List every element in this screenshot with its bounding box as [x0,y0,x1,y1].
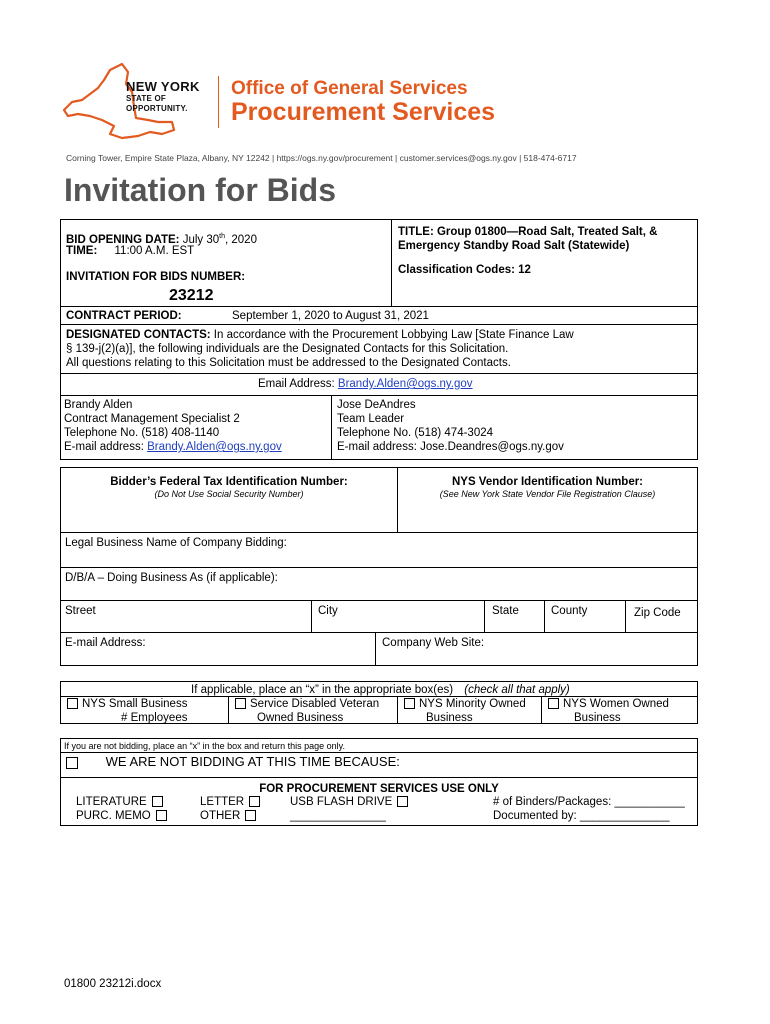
proc-literature-col: LITERATURE PURC. MEMO [76,795,171,823]
county-label: County [551,605,588,617]
agency-name: Office of General Services [231,78,468,99]
contact-email: E-mail address: Brandy.Alden@ogs.ny.gov [64,441,282,453]
street-label: Street [65,605,96,617]
division-name: Procurement Services [231,98,496,126]
contact-card-alden [64,398,282,454]
designated-contacts-text-3: All questions relating to this Solicitation must be addressed to the Designated Contacts. [66,357,511,369]
tax-id-field[interactable] [60,467,398,533]
contact-email-link[interactable]: Brandy.Alden@ogs.ny.gov [147,441,282,453]
not-bidding-checkbox[interactable] [66,757,78,769]
designated-contacts-text: DESIGNATED CONTACTS: In accordance with the Procurement Lobbying Law [State Finance Law [66,329,574,341]
bid-opening-time: TIME: 11:00 A.M. EST [66,245,195,257]
state-label: State [492,605,519,617]
procurement-use-heading: FOR PROCUREMENT SERVICES USE ONLY [259,783,499,795]
checkbox[interactable] [404,698,415,709]
page-title: Invitation for Bids [64,172,336,208]
binders-count: # of Binders/Packages: ___________ [493,796,685,808]
proc-usb-col: USB FLASH DRIVE _______________ [290,795,412,823]
agency-contact-line: Corning Tower, Empire State Plaza, Albany, NY 12242 | https://ogs.ny.gov/procurement | customer.services@ogs.ny.gov | 518-474-6717 [66,153,577,163]
bid-info-section [60,219,698,307]
county-field[interactable] [544,600,626,633]
solicitation-title-line2: Emergency Standby Road Salt (Statewide) [398,240,630,252]
not-bidding-section [60,738,698,826]
contract-period-row [60,306,698,325]
contract-period-label: CONTRACT PERIOD: [66,310,182,322]
checkbox[interactable] [548,698,559,709]
tax-id-label: Bidder’s Federal Tax Identification Number: [110,476,348,488]
logo-line-1: NEW YORK [126,79,200,94]
legal-name-field[interactable] [60,532,698,568]
business-type-intro: If applicable, place an “x” in the appropriate box(es) (check all that apply) [191,684,570,696]
purc-memo-checkbox[interactable] [156,810,167,821]
other-checkbox[interactable] [245,810,256,821]
nys-logo-text [126,80,200,113]
contact-email-value: Jose.Deandres@ogs.ny.gov [420,441,564,453]
option-minority-owned[interactable]: NYS Minority Owned Business [404,697,526,725]
solicitation-title: TITLE: Group 01800—Road Salt, Treated Salt, & [398,226,658,238]
option-women-owned[interactable]: NYS Women Owned Business [548,697,669,725]
contact-phone: Telephone No. (518) 408-1140 [64,427,220,439]
state-field[interactable] [484,600,545,633]
designated-contacts-text-2: § 139-j(2)(a)], the following individuals are the Designated Contacts for this Solicitation. [66,343,509,355]
business-type-section [60,681,698,724]
street-field[interactable] [60,600,312,633]
vendor-id-label: NYS Vendor Identification Number: [451,476,644,488]
not-bidding-note: If you are not bidding, place an “x” in the box and return this page only. [64,741,346,751]
vendor-id-field[interactable] [397,467,698,533]
contract-period-value: September 1, 2020 to August 31, 2021 [232,310,429,322]
not-bidding-option[interactable] [66,754,400,769]
usb-checkbox[interactable] [397,796,408,807]
checkbox[interactable] [67,698,78,709]
city-label: City [318,605,338,617]
ifb-number-label: INVITATION FOR BIDS NUMBER: [66,271,246,283]
logo-divider [218,76,219,128]
dba-label: D/B/A – Doing Business As (if applicable): [65,572,278,584]
contact-email: E-mail address: Jose.Deandres@ogs.ny.gov [337,441,564,453]
ifb-number: 23212 [169,287,214,304]
logo-line-3: OPPORTUNITY. [126,104,188,113]
email-field[interactable] [60,632,376,666]
not-bidding-statement: WE ARE NOT BIDDING AT THIS TIME BECAUSE: [105,754,400,769]
proc-binders-col [493,795,685,823]
zip-field[interactable] [625,600,698,633]
file-name-footer: 01800 23212i.docx [64,978,162,990]
dba-field[interactable] [60,567,698,601]
classification-codes: Classification Codes: 12 [398,264,531,276]
option-small-business[interactable]: NYS Small Business # Employees [67,697,187,725]
city-field[interactable] [311,600,485,633]
vendor-id-note: (See New York State Vendor File Registration Clause) [439,489,656,499]
zip-label: Zip Code [634,607,681,619]
website-field[interactable] [375,632,698,666]
website-label: Company Web Site: [382,637,485,649]
logo-line-2: STATE OF [126,94,166,103]
letter-checkbox[interactable] [249,796,260,807]
contact-title: Contract Management Specialist 2 [64,413,240,425]
proc-letter-col: LETTER OTHER [200,795,264,823]
literature-checkbox[interactable] [152,796,163,807]
legal-name-label: Legal Business Name of Company Bidding: [65,537,287,549]
designated-email: Email Address: Brandy.Alden@ogs.ny.gov [258,378,473,390]
documented-by: Documented by: ______________ [493,810,670,822]
contact-phone: Telephone No. (518) 474-3024 [337,427,494,439]
contact-name: Brandy Alden [64,399,133,411]
contact-title: Team Leader [337,413,405,425]
tax-id-note: (Do Not Use Social Security Number) [154,489,304,499]
designated-email-link[interactable]: Brandy.Alden@ogs.ny.gov [337,378,473,390]
contact-name: Jose DeAndres [337,399,416,411]
option-sdvob[interactable]: Service Disabled Veteran Owned Business [235,697,379,725]
email-label: E-mail Address: [65,637,146,649]
bid-opening-date: BID OPENING DATE: July 30th, 2020 [66,233,257,246]
checkbox[interactable] [235,698,246,709]
designated-contacts-section [60,324,698,460]
contact-card-deandres [337,398,564,454]
